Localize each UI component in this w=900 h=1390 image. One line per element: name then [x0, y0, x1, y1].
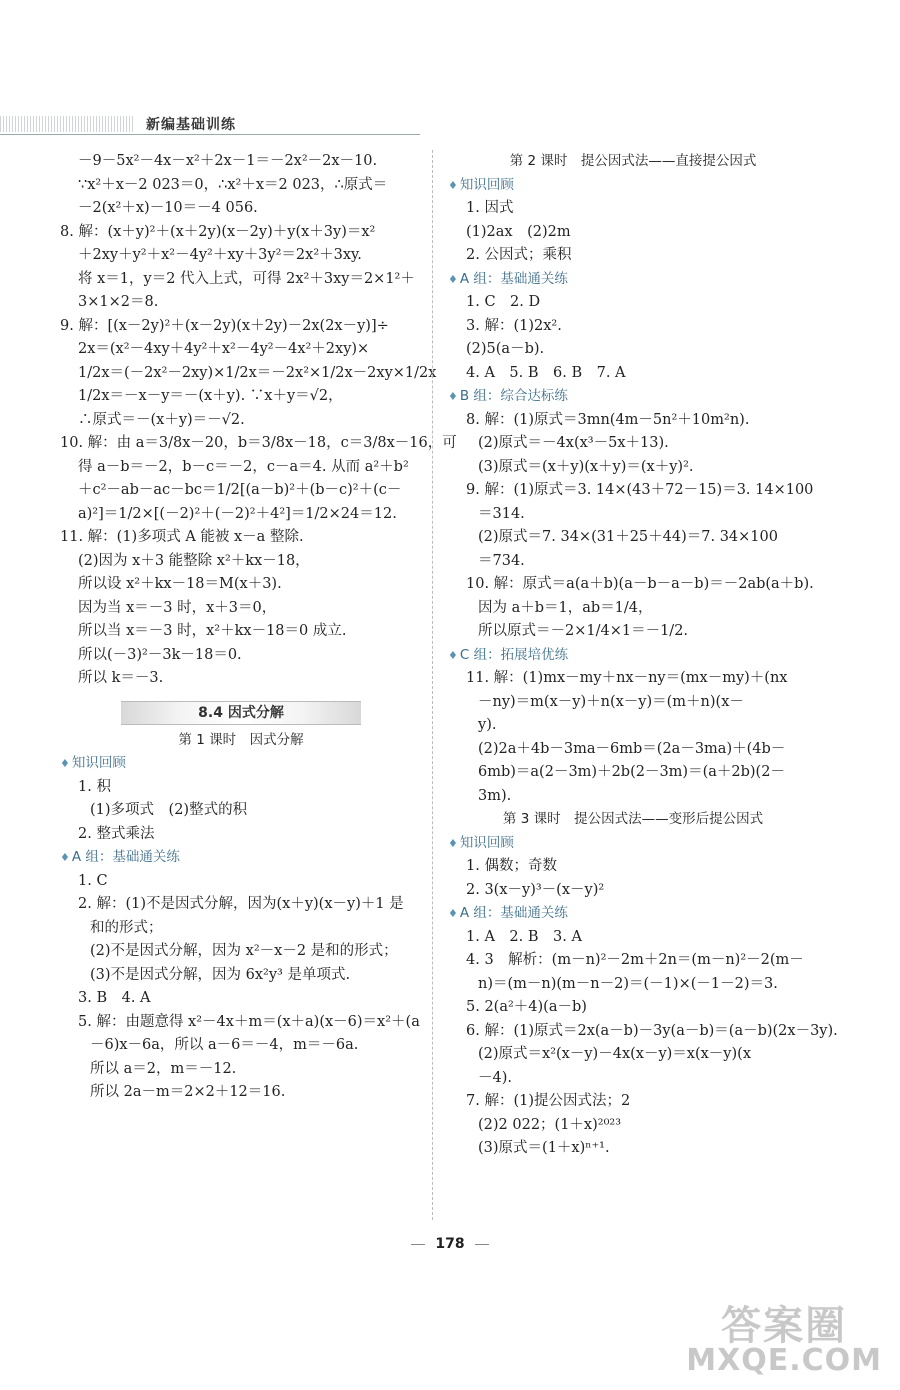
section-heading: ♦ A 组：基础通关练 — [60, 846, 422, 870]
watermark-url: MXQE.COM — [686, 1343, 882, 1378]
answer-line: 1. C 2. D — [466, 294, 541, 310]
answer-line: 所以当 x＝－3 时，x²＋kx－18＝0 成立. — [78, 623, 347, 639]
answer-line: 7. 解：(1)提公因式法；2 — [466, 1093, 631, 1109]
answer-line: 9. 解：[(x－2y)²＋(x－2y)(x＋2y)－2x(2x－y)]÷ — [60, 317, 389, 334]
answer-line: 3. 解：(1)2x². — [466, 317, 562, 334]
left-column — [60, 150, 457, 1105]
answer-line: 所以 2a－m＝2×2＋12＝16. — [90, 1084, 286, 1100]
section-heading: ♦ A 组：基础通关练 — [448, 268, 818, 292]
header-decoration — [0, 116, 135, 132]
answer-line: 将 x＝1，y＝2 代入上式，可得 2x²＋3xy＝2×1²＋ — [78, 270, 415, 287]
section-heading: ♦ A 组：基础通关练 — [448, 902, 818, 926]
answer-line: y). — [478, 717, 497, 733]
answer-line: (2)原式＝x²(x－y)－4x(x－y)＝x(x－y)(x — [478, 1046, 751, 1062]
answer-line: ∵x²＋x－2 023＝0，∴x²＋x＝2 023，∴原式＝ — [78, 176, 388, 193]
answer-line: 3. B 4. A — [78, 990, 151, 1006]
answer-line: n)＝(m－n)(m－n－2)＝(－1)×(－1－2)＝3. — [478, 975, 778, 992]
answer-line: －4). — [478, 1069, 512, 1086]
answer-line: (2)不是因式分解，因为 x²－x－2 是和的形式； — [90, 943, 398, 959]
answer-line: 2. 解：(1)不是因式分解，因为(x＋y)(x－y)＋1 是 — [78, 896, 404, 912]
answer-line: 因为当 x＝－3 时，x＋3＝0， — [78, 599, 277, 616]
answer-line: 1/2x＝(－2x²－2xy)×1/2x＝－2x²×1/2x－2xy×1/2x — [78, 364, 437, 381]
answer-line: (2)原式＝－4x(x³－5x＋13). — [478, 435, 669, 451]
answer-line: －9－5x²－4x－x²＋2x－1＝－2x²－2x－10. — [78, 153, 378, 169]
answer-line: (2)因为 x＋3 能整除 x²＋kx－18， — [78, 552, 310, 569]
section-heading: ♦ 知识回顾 — [448, 832, 818, 856]
answer-line: －6)x－6a，所以 a－6＝－4，m＝－6a. — [90, 1037, 359, 1053]
answer-line: －ny)＝m(x－y)＋n(x－y)＝(m＋n)(x－ — [478, 693, 744, 710]
section-heading: ♦ C 组：拓展培优练 — [448, 644, 818, 668]
answer-line: (3)不是因式分解，因为 6x²y³ 是单项式. — [90, 966, 351, 983]
page-header — [0, 112, 900, 134]
answer-line: 4. A 5. B 6. B 7. A — [466, 364, 626, 381]
answer-line: 11. 解：(1)多项式 A 能被 x－a 整除. — [60, 529, 304, 545]
answer-line: 所以(－3)²－3k－18＝0. — [78, 646, 242, 663]
answer-line: ＝314. — [478, 505, 525, 522]
answer-line: (2)原式＝7. 34×(31＋25＋44)＝7. 34×100 — [478, 529, 778, 545]
answer-line: 11. 解：(1)mx－my＋nx－ny＝(mx－my)＋(nx — [466, 670, 788, 686]
answer-line: (2)2a＋4b－3ma－6mb＝(2a－3ma)＋(4b－ — [478, 740, 786, 757]
answer-line: 6mb)＝a(2－3m)＋2b(2－3m)＝(a＋2b)(2－ — [478, 764, 785, 780]
section-heading: ♦ 知识回顾 — [60, 752, 422, 776]
answer-line: 8. 解：(x＋y)²＋(x＋2y)(x－2y)＋y(x＋3y)＝x² — [60, 223, 376, 240]
answer-line: 2. 3(x－y)³－(x－y)² — [466, 881, 605, 898]
answer-line: 5. 2(a²＋4)(a－b) — [466, 999, 587, 1015]
answer-line: (1)多项式 (2)整式的积 — [90, 802, 248, 818]
answer-line: 5. 解：由题意得 x²－4x＋m＝(x＋a)(x－6)＝x²＋(a — [78, 1013, 420, 1030]
answer-line: 2. 整式乘法 — [78, 825, 155, 842]
answer-line: 1. A 2. B 3. A — [466, 928, 582, 945]
book-title: 新编基础训练 — [146, 117, 236, 133]
answer-line: 3m). — [478, 787, 512, 804]
answer-line: 1. 偶数；奇数 — [466, 858, 557, 874]
answer-line: 3×1×2＝8. — [78, 294, 159, 310]
section-banner: 8.4 因式分解 — [121, 701, 361, 725]
answer-line: (2)5(a－b). — [466, 341, 545, 357]
answer-line: 2x＝(x²－4xy＋4y²＋x²－4y²－4x²＋2xy)× — [78, 341, 370, 357]
answer-line: 9. 解：(1)原式＝3. 14×(43＋72－15)＝3. 14×100 — [466, 482, 814, 498]
lesson-title: 第 2 课时 提公因式法——直接提公因式 — [509, 153, 757, 169]
answer-line: ＋2xy＋y²＋x²－4y²＋xy＋3y²＝2x²＋3xy. — [78, 247, 362, 263]
answer-line: －2(x²＋x)－10＝－4 056. — [78, 200, 258, 216]
answer-line: 所以 a＝2，m＝－12. — [90, 1060, 237, 1077]
answer-line: 所以原式＝－2×1/4×1＝－1/2. — [478, 623, 689, 639]
answer-line: 所以设 x²＋kx－18＝M(x＋3). — [78, 576, 282, 592]
answer-line: ∴原式＝－(x＋y)＝－√2. — [78, 411, 245, 428]
page-number: 178 — [0, 1236, 900, 1252]
answer-line: 10. 解：原式＝a(a＋b)(a－b－a－b)＝－2ab(a＋b). — [466, 576, 814, 592]
answer-line: 因为 a＋b＝1，ab＝1/4， — [478, 599, 653, 616]
answer-line: ＝734. — [478, 552, 525, 569]
answer-line: (3)原式＝(1＋x)ⁿ⁺¹. — [478, 1140, 610, 1156]
answer-line: 1/2x＝－x－y＝－(x＋y). ∵x＋y＝√2， — [78, 388, 343, 404]
answer-line: ＋c²－ab－ac－bc＝1/2[(a－b)²＋(b－c)²＋(c－ — [78, 482, 402, 498]
answer-line: (1)2ax (2)2m — [466, 223, 571, 240]
answer-line: 得 a－b＝－2，b－c＝－2，c－a＝4. 从而 a²＋b² — [78, 458, 409, 475]
watermark — [686, 1303, 882, 1378]
answer-line: 和的形式； — [90, 919, 163, 936]
answer-line: (3)原式＝(x＋y)(x＋y)＝(x＋y)². — [478, 458, 694, 475]
header-rule — [0, 134, 420, 135]
answer-line: 1. 因式 — [466, 200, 514, 216]
answer-line: 1. C — [78, 872, 108, 889]
section-heading: ♦ 知识回顾 — [448, 174, 818, 198]
answer-line: 2. 公因式；乘积 — [466, 247, 572, 263]
answer-line: 所以 k＝－3. — [78, 670, 164, 686]
answer-line: a)²]＝1/2×[(－2)²＋(－2)²＋4²]＝1/2×24＝12. — [78, 505, 397, 522]
answer-line: 8. 解：(1)原式＝3mn(4m－5n²＋10m²n). — [466, 411, 750, 428]
answer-line: 6. 解：(1)原式＝2x(a－b)－3y(a－b)＝(a－b)(2x－3y). — [466, 1022, 838, 1039]
watermark-logo: 答案圈 — [721, 1303, 848, 1349]
answer-line: 4. 3 解析：(m－n)²－2m＋2n＝(m－n)²－2(m－ — [466, 952, 804, 968]
lesson-title: 第 3 课时 提公因式法——变形后提公因式 — [502, 811, 764, 827]
lesson-title: 第 1 课时 因式分解 — [178, 731, 304, 748]
right-column — [448, 150, 838, 1161]
section-heading: ♦ B 组：综合达标练 — [448, 385, 818, 409]
answer-line: 10. 解：由 a＝3/8x－20，b＝3/8x－18，c＝3/8x－16，可 — [60, 435, 457, 451]
column-divider — [432, 150, 434, 1220]
answer-line: 1. 积 — [78, 778, 111, 795]
answer-line: (2)2 022；(1＋x)²⁰²³ — [478, 1116, 622, 1133]
